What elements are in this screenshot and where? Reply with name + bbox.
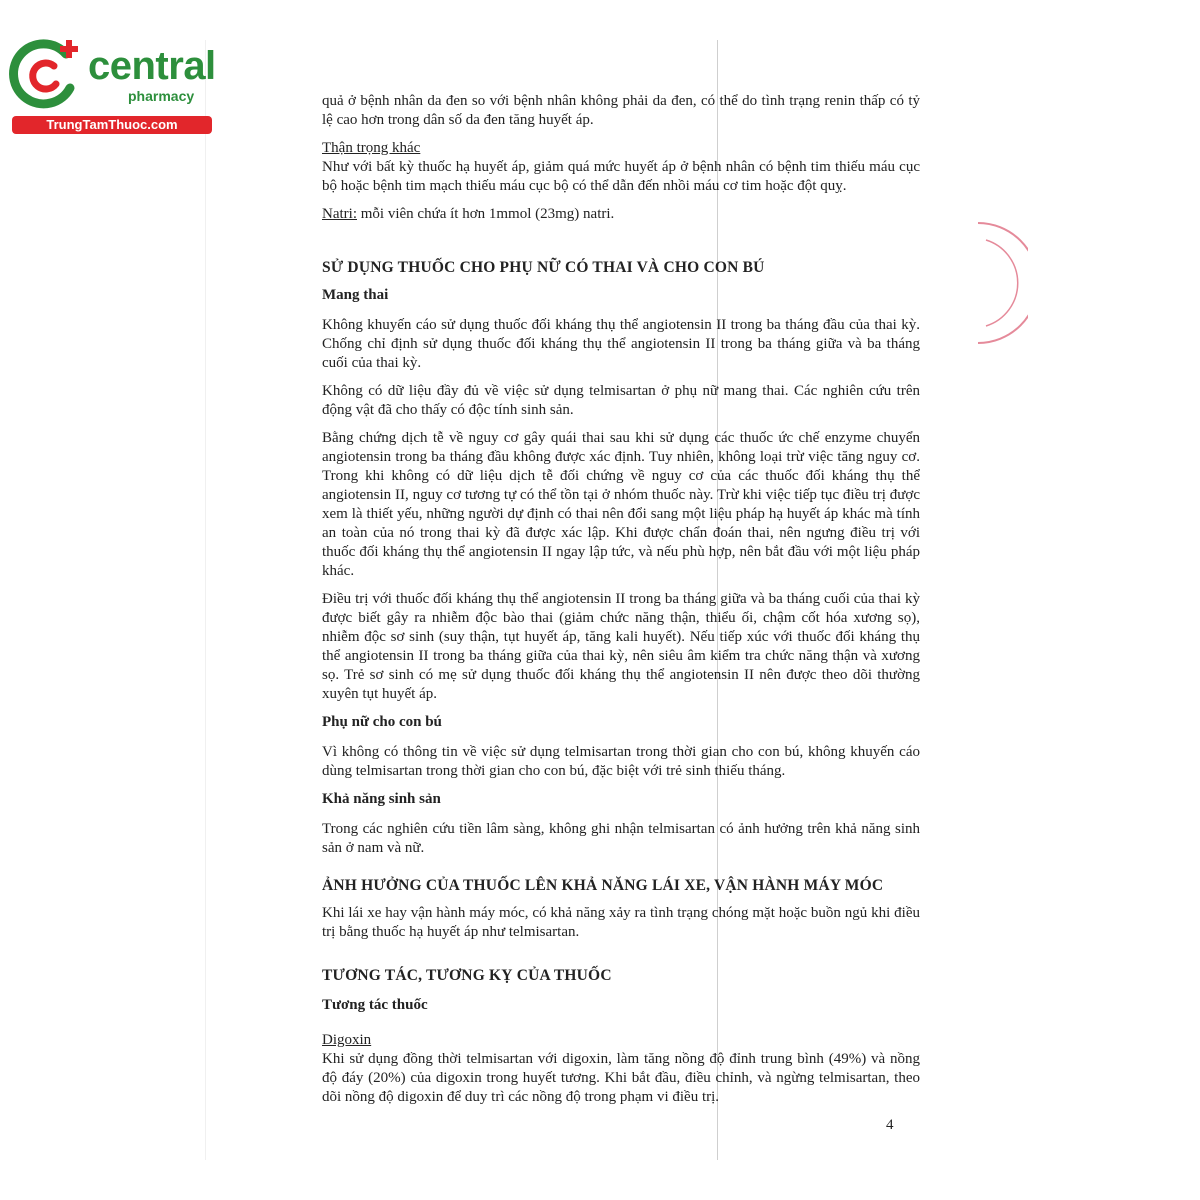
section-heading-driving: ẢNH HƯỞNG CỦA THUỐC LÊN KHẢ NĂNG LÁI XE, VẬN HÀNH MÁY MÓC — [322, 877, 884, 894]
section-heading-interactions: TƯƠNG TÁC, TƯƠNG KỴ CỦA THUỐC — [322, 967, 612, 984]
caution-title: Thận trọng khác — [322, 140, 421, 156]
logo-brand-name: central — [88, 44, 216, 88]
sodium-text: mỗi viên chứa ít hơn 1mmol (23mg) natri. — [357, 206, 615, 222]
driving-paragraph: Khi lái xe hay vận hành máy móc, có khả năng xảy ra tình trạng chóng mặt hoặc buồn ngủ khi điều trị bằng thuốc hạ huyết áp như telmisartan. — [322, 905, 920, 940]
scan-edge — [205, 40, 206, 1160]
digoxin-heading — [322, 1031, 920, 1050]
pregnancy-paragraph-4: Điều trị với thuốc đối kháng thụ thể angiotensin II trong ba tháng giữa và ba tháng cuối của thai kỳ được biết gây ra nhiễm độc bào thai (giảm chức năng thận, thiểu ối, chậm cốt hóa xương sọ), nhiễm độc sơ sinh (suy thận, tụt huyết áp, tăng kali huyết). Nếu tiếp xúc với thuốc đối kháng thụ thể angiotensin II trong ba tháng giữa của thai kỳ, nên siêu âm kiểm tra chức năng thận và xương sọ. Trẻ sơ sinh có mẹ sử dụng thuốc đối kháng thụ thể angiotensin II nên được theo dõi thường xuyên tụt huyết áp. — [322, 591, 920, 702]
caution-paragraph: Như với bất kỳ thuốc hạ huyết áp, giảm quá mức huyết áp ở bệnh nhân có bệnh tim thiếu máu cục bộ hoặc bệnh tim mạch thiếu máu cục bộ có thể dẫn đến nhồi máu cơ tim hoặc đột quỵ. — [322, 159, 920, 194]
caution-heading — [322, 139, 920, 158]
pregnancy-paragraph-1: Không khuyến cáo sử dụng thuốc đối kháng thụ thể angiotensin II trong ba tháng đầu của thai kỳ. Chống chỉ định sử dụng thuốc đối kháng thụ thể angiotensin II trong ba tháng giữa và ba tháng cuối của thai kỳ. — [322, 317, 920, 371]
sodium-label: Natri: — [322, 206, 357, 222]
section-heading-pregnancy: SỬ DỤNG THUỐC CHO PHỤ NỮ CÓ THAI VÀ CHO CON BÚ — [322, 259, 765, 276]
pregnancy-paragraph-2: Không có dữ liệu đầy đủ về việc sử dụng telmisartan ở phụ nữ mang thai. Các nghiên cứu trên động vật đã cho thấy có độc tính sinh sản. — [322, 383, 920, 418]
digoxin-title: Digoxin — [322, 1032, 372, 1048]
subheading-pregnancy: Mang thai — [322, 287, 389, 303]
page-number: 4 — [886, 1117, 894, 1133]
pregnancy-paragraph-3: Bằng chứng dịch tễ về nguy cơ gây quái thai sau khi sử dụng các thuốc ức chế enzyme chuyển angiotensin trong ba tháng đầu không được xác định. Tuy nhiên, không loại trừ việc tăng nguy cơ. Trong khi không có dữ liệu dịch tễ đối chứng về nguy cơ của các thuốc đối kháng thụ thể angiotensin II, nguy cơ tương tự có thể tồn tại ở nhóm thuốc này. Trừ khi việc tiếp tục điều trị được xem là thiết yếu, những người dự định có thai nên đổi sang một liệu pháp hạ huyết áp khác mà tính an toàn của nó trong thai kỳ đã được xác lập. Khi được chẩn đoán thai, nên ngưng điều trị với thuốc đối kháng thụ thể angiotensin II ngay lập tức, và nếu phù hợp, nên bắt đầu với một liệu pháp khác. — [322, 430, 920, 579]
logo-url-badge[interactable]: TrungTamThuoc.com — [12, 116, 212, 134]
subheading-drug-interactions: Tương tác thuốc — [322, 997, 428, 1013]
central-pharmacy-logo[interactable] — [8, 36, 216, 136]
fertility-paragraph: Trong các nghiên cứu tiền lâm sàng, không ghi nhận telmisartan có ảnh hưởng trên khả năng sinh sản ở nam và nữ. — [322, 821, 920, 856]
breastfeeding-paragraph: Vì không có thông tin về việc sử dụng telmisartan trong thời gian cho con bú, không khuyến cáo dùng telmisartan trong thời gian cho con bú, đặc biệt với trẻ sinh thiếu tháng. — [322, 744, 920, 779]
paragraph-intro: quả ở bệnh nhân da đen so với bệnh nhân không phải da đen, có thể do tình trạng renin thấp có tỷ lệ cao hơn trong dân số da đen tăng huyết áp. — [322, 93, 920, 128]
logo-tagline: pharmacy — [128, 88, 195, 104]
document-body — [322, 92, 920, 1116]
pharmacy-cross-icon — [8, 36, 88, 112]
sodium-paragraph — [322, 205, 920, 224]
red-stamp-icon — [968, 218, 1028, 348]
digoxin-paragraph: Khi sử dụng đồng thời telmisartan với digoxin, làm tăng nồng độ đỉnh trung bình (49%) và nồng độ đáy (20%) của digoxin trong huyết tương. Khi bắt đầu, điều chỉnh, và ngừng telmisartan, theo dõi nồng độ digoxin để duy trì các nồng độ trong phạm vi điều trị. — [322, 1051, 920, 1105]
subheading-fertility: Khả năng sinh sản — [322, 791, 441, 807]
subheading-breastfeeding: Phụ nữ cho con bú — [322, 714, 442, 730]
